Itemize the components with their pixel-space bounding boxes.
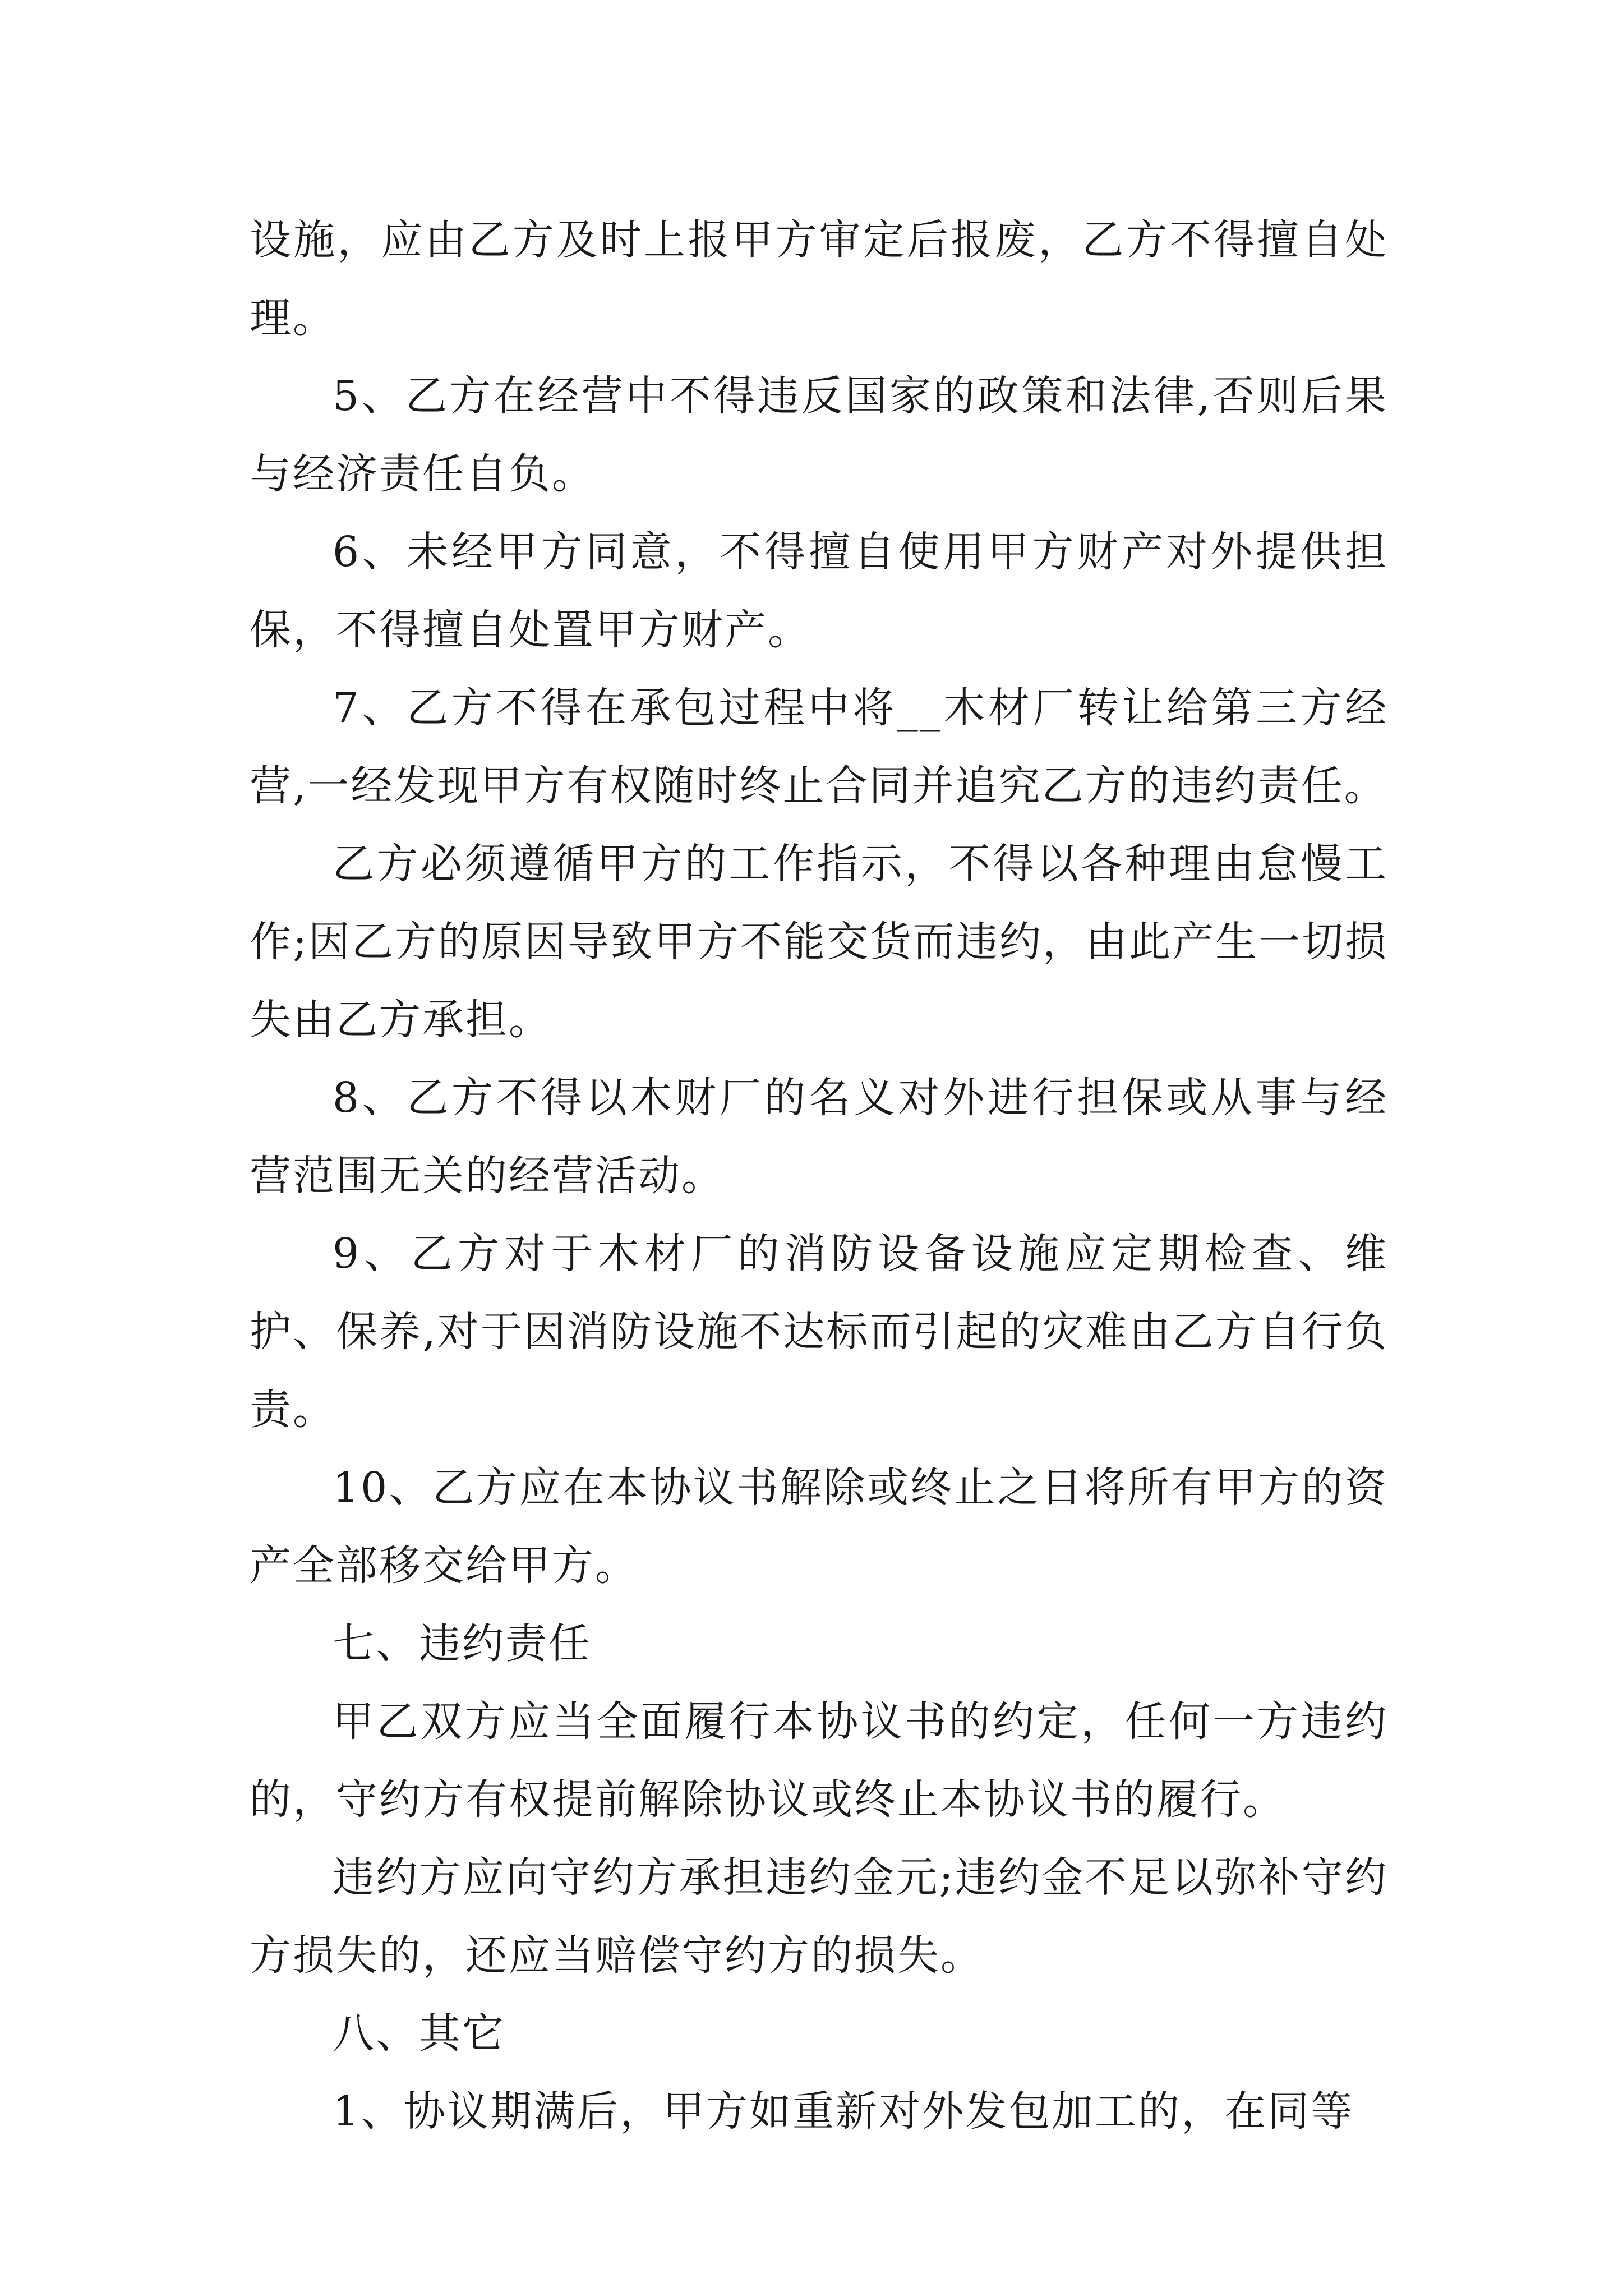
document-body bbox=[250, 201, 1388, 2151]
paragraph-clause-9: 9、乙方对于木材厂的消防设备设施应定期检查、维护、保养,对于因消防设施不达标而引起的灾难由乙方自行负责。 bbox=[250, 1230, 1388, 1434]
paragraph-work-instructions: 乙方必须遵循甲方的工作指示，不得以各种理由怠慢工作;因乙方的原因导致甲方不能交货而违约，由此产生一切损失由乙方承担。 bbox=[250, 840, 1388, 1044]
paragraph-breach-penalty: 违约方应向守约方承担违约金元;违约金不足以弥补守约方损失的，还应当赔偿守约方的损失。 bbox=[250, 1853, 1388, 1980]
paragraph-clause-8: 8、乙方不得以木财厂的名义对外进行担保或从事与经营范围无关的经营活动。 bbox=[250, 1074, 1388, 1200]
section-heading-other: 八、其它 bbox=[333, 2009, 505, 2058]
paragraph-facilities-scrap: 设施，应由乙方及时上报甲方审定后报废，乙方不得擅自处理。 bbox=[250, 216, 1388, 342]
paragraph-clause-10: 10、乙方应在本协议书解除或终止之日将所有甲方的资产全部移交给甲方。 bbox=[250, 1464, 1388, 1590]
paragraph-other-clause-1: 1、协议期满后，甲方如重新对外发包加工的，在同等 bbox=[333, 2087, 1354, 2136]
paragraph-clause-5: 5、乙方在经营中不得违反国家的政策和法律,否则后果与经济责任自负。 bbox=[250, 372, 1388, 498]
paragraph-clause-7: 7、乙方不得在承包过程中将__木材厂转让给第三方经营,一经发现甲方有权随时终止合同并追究乙方的违约责任。 bbox=[250, 684, 1388, 810]
section-heading-breach: 七、违约责任 bbox=[333, 1619, 592, 1668]
paragraph-breach-termination: 甲乙双方应当全面履行本协议书的约定，任何一方违约的，守约方有权提前解除协议或终止本协议书的履行。 bbox=[250, 1697, 1388, 1824]
paragraph-clause-6: 6、未经甲方同意，不得擅自使用甲方财产对外提供担保，不得擅自处置甲方财产。 bbox=[250, 528, 1388, 654]
